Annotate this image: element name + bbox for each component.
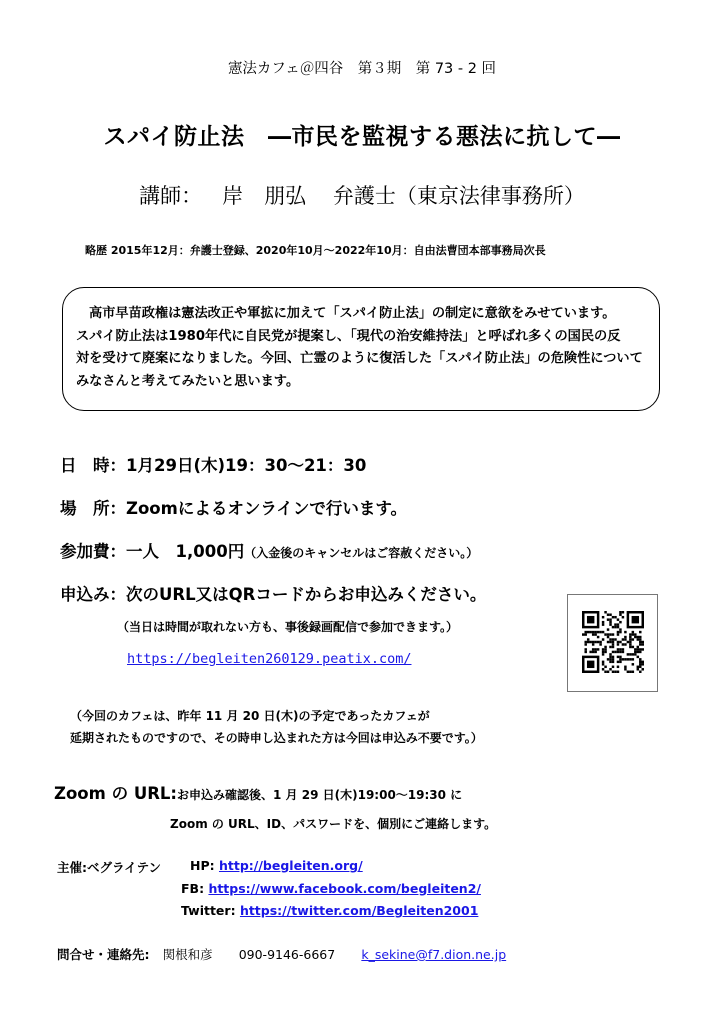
- lecturer-bio: 略歴 2015年12月：弁護士登録、2020年10月～2022年10月：自由法曹団本部事務局次長: [85, 244, 546, 257]
- page-title: スパイ防止法 ―市民を監視する悪法に抗して―: [103, 124, 621, 150]
- lecturer-name: 岸 朋弘: [222, 184, 307, 208]
- apply-value: ：次のURL又はQRコードからお申込みください。: [109, 585, 487, 604]
- contact-row: [57, 945, 506, 963]
- datetime-value: ：1月29日(木)19：30～21：30: [109, 456, 367, 475]
- zoom-line2: Zoom の URL、ID、パスワードを、個別にご連絡します。: [170, 817, 497, 831]
- place-value: ：Zoomによるオンラインで行います。: [109, 499, 408, 518]
- series-line: 憲法カフェ＠四谷 第３期 第 73 - 2 回: [227, 61, 497, 77]
- zoom-row: [54, 780, 462, 804]
- postponed-line: （今回のカフェは、昨年 11 月 20 日(木)の予定であったカフェが: [70, 709, 430, 723]
- intro-text: [76, 303, 661, 393]
- intro-line: 高市早苗政権は憲法改正や軍拡に加えて「スパイ防止法」の制定に意欲をみせています。: [89, 306, 616, 321]
- lecturer-label: 講師：: [139, 184, 203, 208]
- hp-label: HP:: [190, 858, 215, 873]
- hp-link[interactable]: http://begleiten.org/: [218, 858, 363, 873]
- apply-url-link[interactable]: https://begleiten260129.peatix.com/: [127, 651, 412, 667]
- postponed-line: 延期されたものですので、その時申し込まれた方は今回は申込み不要です。）: [70, 731, 483, 745]
- contact-email-link[interactable]: k_sekine@f7.dion.ne.jp: [361, 947, 507, 962]
- contact-phone: 090-9146-6667: [238, 947, 336, 962]
- apply-note: （当日は時間が取れない方も、事後録画配信で参加できます。）: [117, 620, 459, 634]
- contact-label: 問合せ・連絡先:: [57, 947, 150, 962]
- fb-link[interactable]: https://www.facebook.com/begleiten2/: [208, 881, 481, 896]
- qr-code[interactable]: [567, 594, 658, 692]
- intro-line: スパイ防止法は1980年代に自民党が提案し、「現代の治安維持法」と呼ばれ多くの国民の反: [76, 328, 621, 344]
- datetime-label: 日 時: [60, 456, 110, 475]
- qr-code-icon: [582, 608, 644, 678]
- organizer-fb: [181, 881, 481, 896]
- place-label: 場 所: [60, 499, 110, 518]
- contact-name: 関根和彦: [162, 947, 213, 962]
- datetime-row: [60, 452, 366, 476]
- organizer-hp: [190, 858, 363, 873]
- zoom-line1: お申込み確認後、1 月 29 日(木)19:00～19:30 に: [177, 788, 463, 802]
- fee-note: （入金後のキャンセルはご容赦ください。）: [244, 546, 479, 560]
- twitter-label: Twitter:: [181, 903, 236, 918]
- lecturer-line: [0, 180, 724, 210]
- apply-row: [60, 581, 486, 605]
- intro-line: 対を受けて廃案になりました。今回、亡霊のように復活した「スパイ防止法」の危険性について: [76, 351, 643, 366]
- fee-row: [60, 538, 478, 562]
- fee-label: 参加費: [60, 542, 110, 561]
- fee-value: ：一人 1,000円: [109, 542, 245, 561]
- zoom-label: Zoom の URL:: [54, 784, 178, 803]
- twitter-link[interactable]: https://twitter.com/Begleiten2001: [239, 903, 479, 918]
- fb-label: FB:: [181, 881, 205, 896]
- place-row: [60, 495, 407, 519]
- organizer-twitter: [181, 903, 478, 918]
- apply-label: 申込み: [60, 585, 110, 604]
- organizer-label: 主催:ベグライテン: [57, 860, 161, 875]
- intro-line: みなさんと考えてみたいと思います。: [76, 373, 300, 389]
- lecturer-role: 弁護士（東京法律事務所）: [332, 184, 585, 208]
